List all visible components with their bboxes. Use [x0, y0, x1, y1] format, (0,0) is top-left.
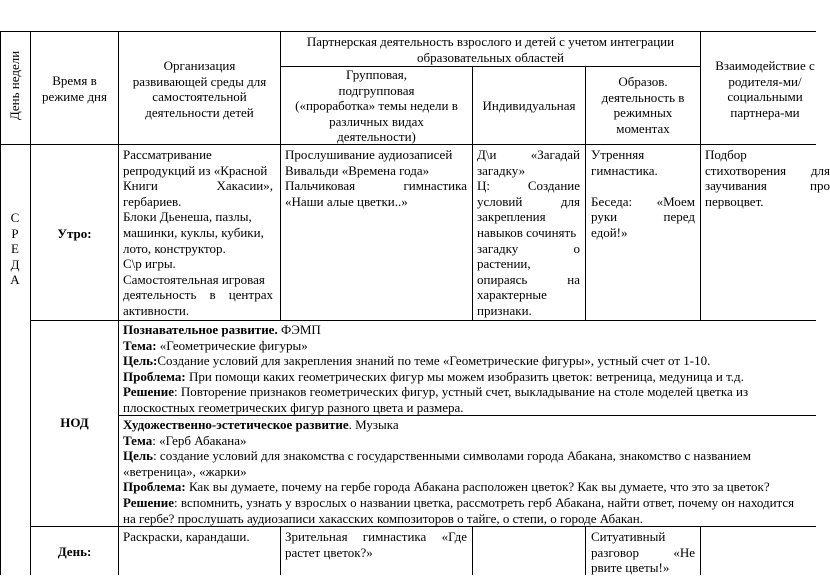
morning-group-cell: Прослушивание аудиозаписей Вивальди «Времена года» Пальчиковая гимнастика «Наши алые цветки..»	[285, 147, 467, 209]
morning-environment-cell: Рассматривание репродукций из «Красной Книги Хакасии», гербариев. Блоки Дьенеша, пазлы, машинки, куклы, кубики, лото, конструктор. С\р игры. Самостоятельная игровая деятельность в центрах активности.	[123, 147, 273, 318]
col-divider-4-day	[472, 526, 473, 575]
nod-music-block: Художественно-эстетическое развитие. Музыка Тема: «Герб Абакана» Цель: создание условий для знакомства с государственными символами города Абакана, знакомство с названием «ветреница», «жарки» Проблема: Как вы думаете, почему на гербе города Абакана расположен цветок? Как вы думаете, что это за цветок? Решение: вспомнить, узнать у взрослых о названии цветка, рассмотреть герб Абакана, найти ответ, почему он находится на гербе? прослушать аудиозаписи хакасских композиторов о тайге, о степи, о городе Абакан.	[123, 417, 795, 526]
col-divider-1	[30, 31, 31, 575]
table-border-top	[0, 31, 816, 32]
day-of-week-header: День недели	[7, 50, 23, 120]
day-time-label: День:	[57, 544, 92, 559]
col-divider-5-day	[585, 526, 586, 575]
day-educational-cell: Ситуативный разговор «Не рвите цветы!»	[591, 529, 695, 576]
morning-individual-cell: Д\и «Загадай загадку» Ц: Создание условий для закрепления навыков сочинять загадку о растении, опираясь на характерные признаки.	[477, 147, 580, 318]
morning-educational-cell: Утренняя гимнастика. Беседа: «Моем руки перед едой!»	[591, 147, 695, 240]
group-activity-header: Групповая, подгрупповая («проработка» темы недели в различных видах деятельности)	[295, 67, 458, 145]
morning-row-bottom	[30, 320, 816, 321]
nod-cognitive-block: Познавательное развитие. ФЭМП Тема: «Геометрические фигуры» Цель:Создание условий для закрепления знаний по теме «Геометрические фигуры», устный счет от 1-10. Проблема: При помощи каких геометрических фигур мы можем изобразить цветок: ветреница, медуница и т.д. Решение: Повторение признаков геометрических фигур, устный счет, выкладывание на столе моделей цветка из плоскостных геометрических фигур разного цвета и размера.	[123, 322, 749, 415]
time-in-regime-header: Время в режиме дня	[41, 73, 107, 104]
day-group-cell: Зрительная гимнастика «Где растет цветок?»	[285, 529, 467, 560]
morning-interaction-cell: Подбор стихотворения для заучивания про первоцвет.	[705, 147, 830, 209]
environment-header: Организация развивающей среды для самостоятельной деятельности детей	[132, 58, 267, 120]
day-environment-cell: Раскраски, карандаши.	[123, 529, 250, 544]
col-divider-6-day	[700, 526, 701, 575]
partner-activity-header: Партнерская деятельность взрослого и детей с учетом интеграции образовательных областей	[306, 34, 675, 65]
interaction-header: Взаимодействие с родителя-ми/ социальными партнера-ми	[715, 58, 815, 120]
individual-activity-header: Индивидуальная	[482, 98, 576, 113]
col-divider-3-day	[280, 526, 281, 575]
nod-time-label: НОД	[60, 415, 89, 430]
day-name: С Р Е Д А	[10, 210, 20, 288]
morning-time-label: Утро:	[57, 226, 92, 241]
table-border-left	[0, 31, 1, 575]
educational-activity-header: Образов. деятельность в режимных моментах	[601, 74, 685, 136]
